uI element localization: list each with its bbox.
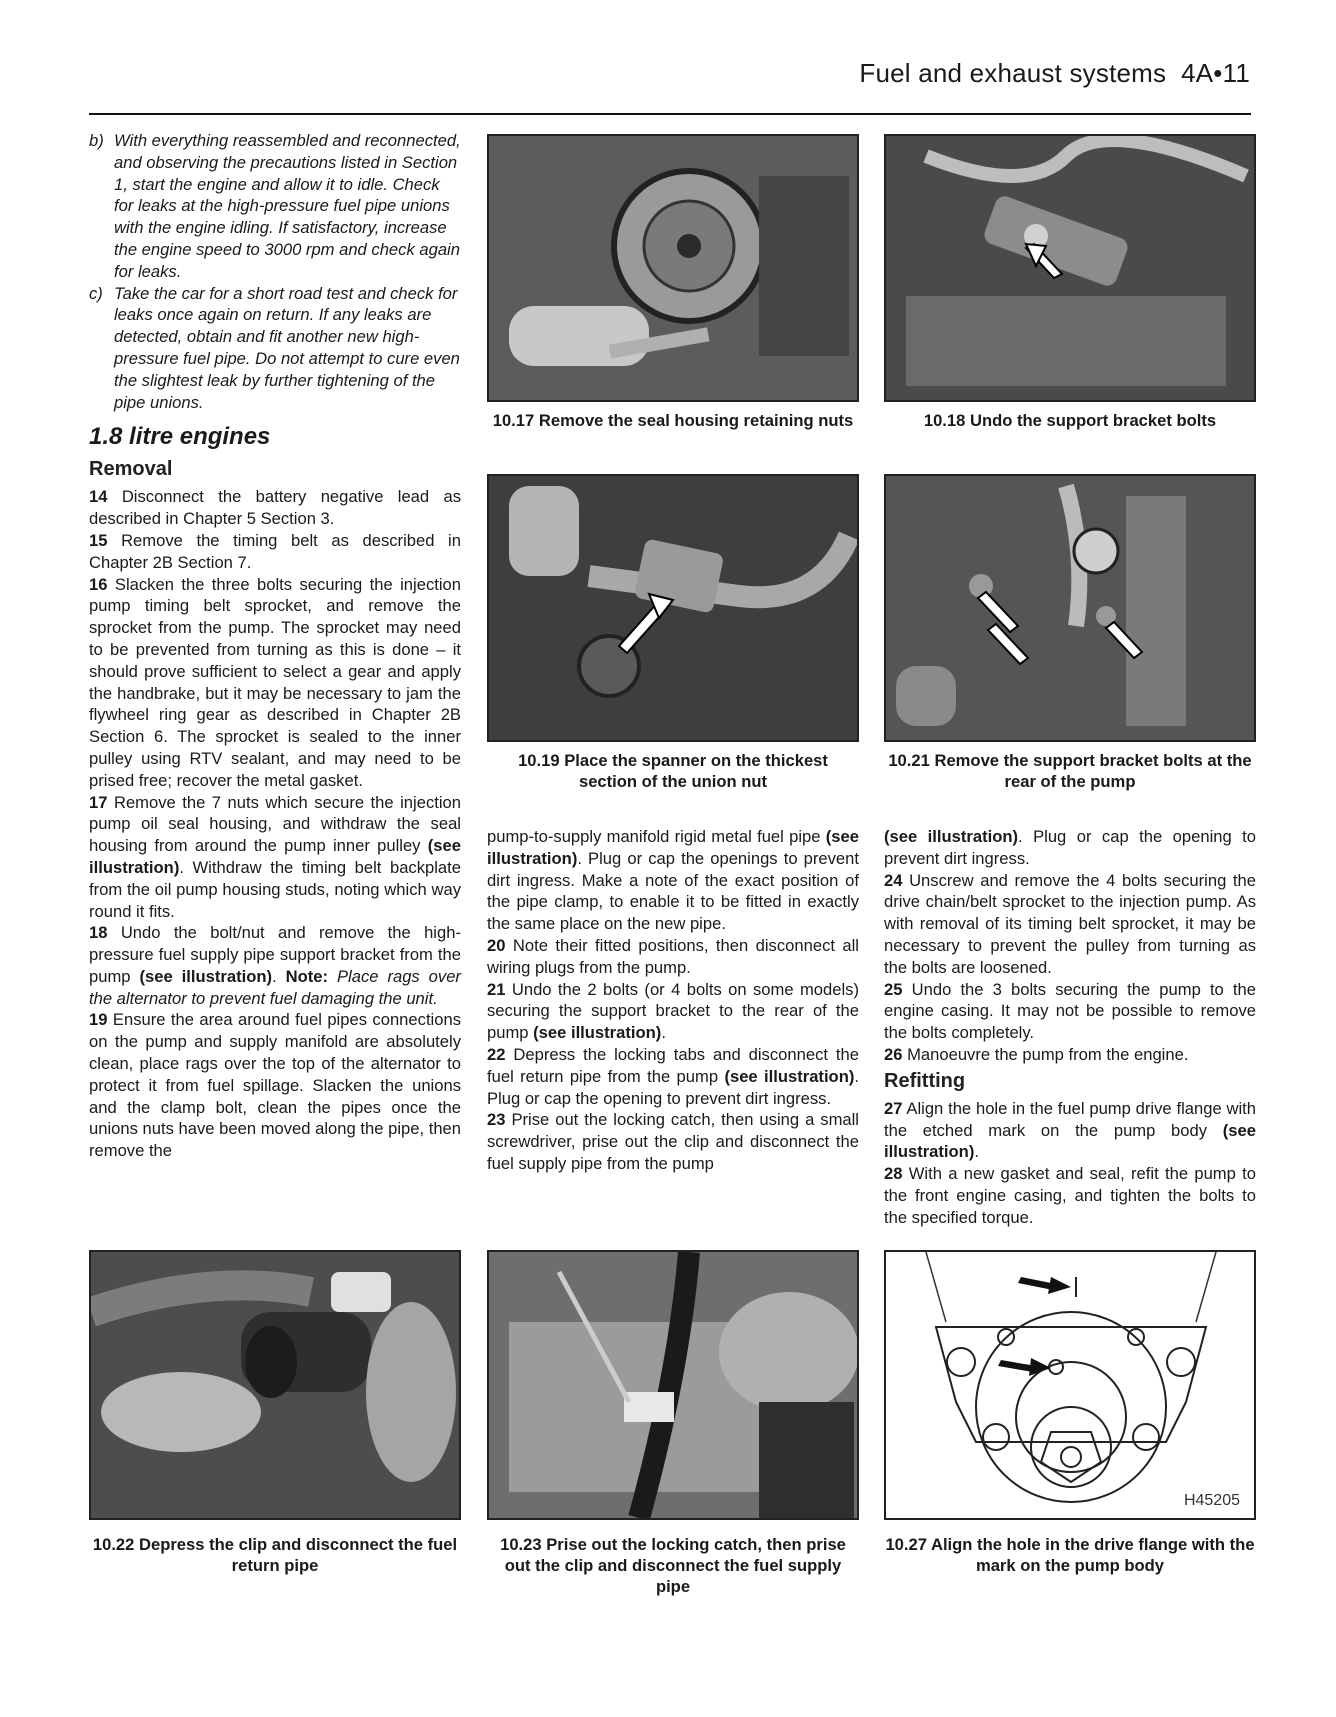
caption-10-17: 10.17 Remove the seal housing retaining nuts (492, 411, 854, 430)
photo-union-nut (489, 476, 857, 740)
sub-step-b (89, 130, 461, 283)
see-illustration-ref: (see illustration) (724, 1066, 855, 1086)
drawing-drive-flange (886, 1252, 1254, 1518)
see-illustration-ref: (see illustration) (89, 836, 461, 877)
paragraph-15 (89, 530, 461, 574)
paragraph-23-cont (884, 826, 1256, 870)
text-column-right (884, 826, 1256, 1229)
step-text: Prise out the locking catch, then using a small screwdriver, prise out the clip and disconnect the fuel supply pipe from the pump (487, 1110, 859, 1173)
step-number: 17 (89, 792, 108, 812)
page-number: 4A•11 (1181, 58, 1250, 88)
step-text: With a new gasket and seal, refit the pump to the front engine casing, and tighten the bolts to the specified torque. (884, 1164, 1256, 1227)
step-text-dot: . (272, 966, 277, 986)
step-text-cont: . Plug or cap the opening to prevent dirt ingress. (884, 827, 1256, 868)
step-text: Ensure the area around fuel pipes connections on the pump and supply manifold are absolutely clean, place rags over the top of the alternator to protect it from fuel spillage. Slacken the unions and the clamp bolt, clean the pipes once the unions nuts have been moved along the pipe, then remove the (89, 1010, 461, 1161)
step-text: Align the hole in the fuel pump drive flange with the etched mark on the pump body (884, 1098, 1256, 1140)
sub-step-c-label: c) (89, 283, 103, 303)
photo-fuel-return-clip (91, 1252, 459, 1518)
step-number: 19 (89, 1010, 108, 1030)
paragraph-28 (884, 1163, 1256, 1228)
step-text-dot: . (974, 1142, 979, 1162)
step-text-dot: . (661, 1023, 666, 1043)
paragraph-21 (487, 979, 859, 1044)
caption-10-18: 10.18 Undo the support bracket bolts (923, 411, 1217, 430)
sub-step-c (89, 283, 461, 414)
step-number: 23 (487, 1110, 506, 1130)
note-text: Place rags over the alternator to prevent fuel damaging the unit. (89, 966, 461, 1008)
photo-rear-bracket-bolts (886, 476, 1254, 740)
text-column-middle (487, 826, 859, 1175)
caption-10-23: 10.23 Prise out the locking catch, then prise out the clip and disconnect the fuel supply pipe (500, 1535, 846, 1596)
see-illustration-ref: (see illustration) (487, 827, 859, 868)
photo-support-bracket (886, 136, 1254, 400)
caption-10-27: 10.27 Align the hole in the drive flange with the mark on the pump body (885, 1535, 1255, 1575)
step-text: Note their fitted positions, then disconnect all wiring plugs from the pump. (487, 935, 859, 977)
paragraph-23 (487, 1109, 859, 1174)
see-illustration-ref: (see illustration) (884, 827, 1019, 846)
step-number: 18 (89, 923, 108, 943)
paragraph-26 (884, 1044, 1256, 1066)
paragraph-19-cont (487, 826, 859, 935)
paragraph-18 (89, 922, 461, 1009)
subheading-refitting: Refitting (884, 1069, 966, 1092)
paragraph-16 (89, 574, 461, 792)
see-illustration-ref: (see illustration) (533, 1023, 662, 1043)
see-illustration-ref: (see illustration) (139, 966, 272, 986)
step-number: 27 (884, 1098, 903, 1118)
step-text-cont: . Plug or cap the openings to prevent dirt ingress. Make a note of the exact position of the pipe clamp, to enable it to be fitted in exactly the same place on the new pipe. (487, 848, 859, 934)
step-number: 26 (884, 1044, 903, 1064)
step-number: 20 (487, 935, 506, 955)
paragraph-20 (487, 935, 859, 979)
figure-10-17-photo (487, 134, 859, 402)
step-number: 22 (487, 1044, 506, 1064)
figure-10-18-photo (884, 134, 1256, 402)
step-text: Remove the timing belt as described in Chapter 2B Section 7. (89, 530, 461, 572)
step-number: 25 (884, 979, 903, 999)
header-title: Fuel and exhaust systems (859, 58, 1167, 88)
figure-10-21-photo (884, 474, 1256, 742)
paragraph-19 (89, 1009, 461, 1162)
step-text: Manoeuvre the pump from the engine. (907, 1044, 1189, 1064)
step-text: Undo the bolt/nut and remove the high-pressure fuel supply pipe support bracket from the pump (89, 923, 461, 986)
paragraph-24 (884, 870, 1256, 979)
step-number: 24 (884, 870, 903, 890)
sub-step-c-text: Take the car for a short road test and check for leaks once again on return. If any leaks are detected, obtain and fit another new high-pressure fuel pipe. Do not attempt to cure even the slightest leak by further tightening of the pipe unions. (114, 283, 460, 412)
see-illustration-ref: (see illustration) (884, 1120, 1256, 1162)
step-text-cont: . Plug or cap the opening to prevent dirt ingress. (487, 1066, 859, 1108)
section-heading-1-8-litre: 1.8 litre engines (89, 423, 271, 451)
step-text-cont: . Withdraw the timing belt backplate from the oil pump housing studs, noting which way round it fits. (89, 857, 461, 921)
caption-10-19: 10.19 Place the spanner on the thickest section of the union nut (518, 751, 828, 791)
subheading-removal: Removal (89, 458, 173, 481)
step-number: 15 (89, 530, 108, 550)
photo-fuel-supply-catch (489, 1252, 857, 1518)
header-rule (89, 113, 1251, 115)
figure-10-19-photo (487, 474, 859, 742)
caption-10-22: 10.22 Depress the clip and disconnect the fuel return pipe (92, 1535, 458, 1575)
figure-10-22-photo (89, 1250, 461, 1520)
step-text: Remove the 7 nuts which secure the injection pump oil seal housing, and withdraw the seal housing from around the pump inner pulley (89, 792, 461, 856)
paragraph-22 (487, 1044, 859, 1109)
figure-10-27-drawing (884, 1250, 1256, 1520)
paragraph-14 (89, 486, 461, 530)
photo-seal-housing (489, 136, 857, 400)
step-number: 21 (487, 979, 506, 999)
paragraph-27 (884, 1098, 1256, 1163)
step-text: Slacken the three bolts securing the injection pump timing belt sprocket, and remove the sprocket from the pump. The sprocket may need to be prevented from turning as this is done – it should prove sufficient to select a gear and apply the handbrake, but it may be necessary to jam the flywheel ring gear as described in Chapter 2B Section 6. The sprocket is sealed to the inner pulley using RTV sealant, and may need to be prised free; recover the metal gasket. (89, 574, 461, 790)
step-text: pump-to-supply manifold rigid metal fuel pipe (487, 827, 821, 846)
step-number: 28 (884, 1164, 903, 1184)
paragraph-17 (89, 792, 461, 923)
note-label: Note: (285, 966, 328, 986)
sub-step-b-label: b) (89, 131, 104, 150)
drawing-code: H45205 (1183, 1492, 1240, 1509)
figure-10-23-photo (487, 1250, 859, 1520)
paragraph-25 (884, 979, 1256, 1044)
step-number: 16 (89, 574, 108, 594)
step-text: Unscrew and remove the 4 bolts securing the drive chain/belt sprocket to the injection pump. As with removal of its timing belt sprocket, it may be necessary to prevent the pulley from turning as the bolts are loosened. (884, 870, 1256, 977)
step-number: 14 (89, 487, 108, 507)
step-text: Depress the locking tabs and disconnect the fuel return pipe from the pump (487, 1044, 859, 1086)
running-header (859, 58, 1250, 89)
step-text: Undo the 2 bolts (or 4 bolts on some models) securing the support bracket to the rear of the pump (487, 979, 859, 1043)
text-column-left (89, 130, 461, 1162)
sub-step-b-text: With everything reassembled and reconnected, and observing the precautions listed in Section 1, start the engine and allow it to idle. Check for leaks at the high-pressure fuel pipe unions with the engine idling. If satisfactory, increase the engine speed to 3000 rpm and check again for leaks. (114, 131, 461, 281)
step-text: Disconnect the battery negative lead as described in Chapter 5 Section 3. (89, 487, 461, 529)
caption-10-21: 10.21 Remove the support bracket bolts at the rear of the pump (888, 751, 1252, 791)
step-text: Undo the 3 bolts securing the pump to the engine casing. It may not be possible to remove the bolts completely. (884, 979, 1256, 1043)
